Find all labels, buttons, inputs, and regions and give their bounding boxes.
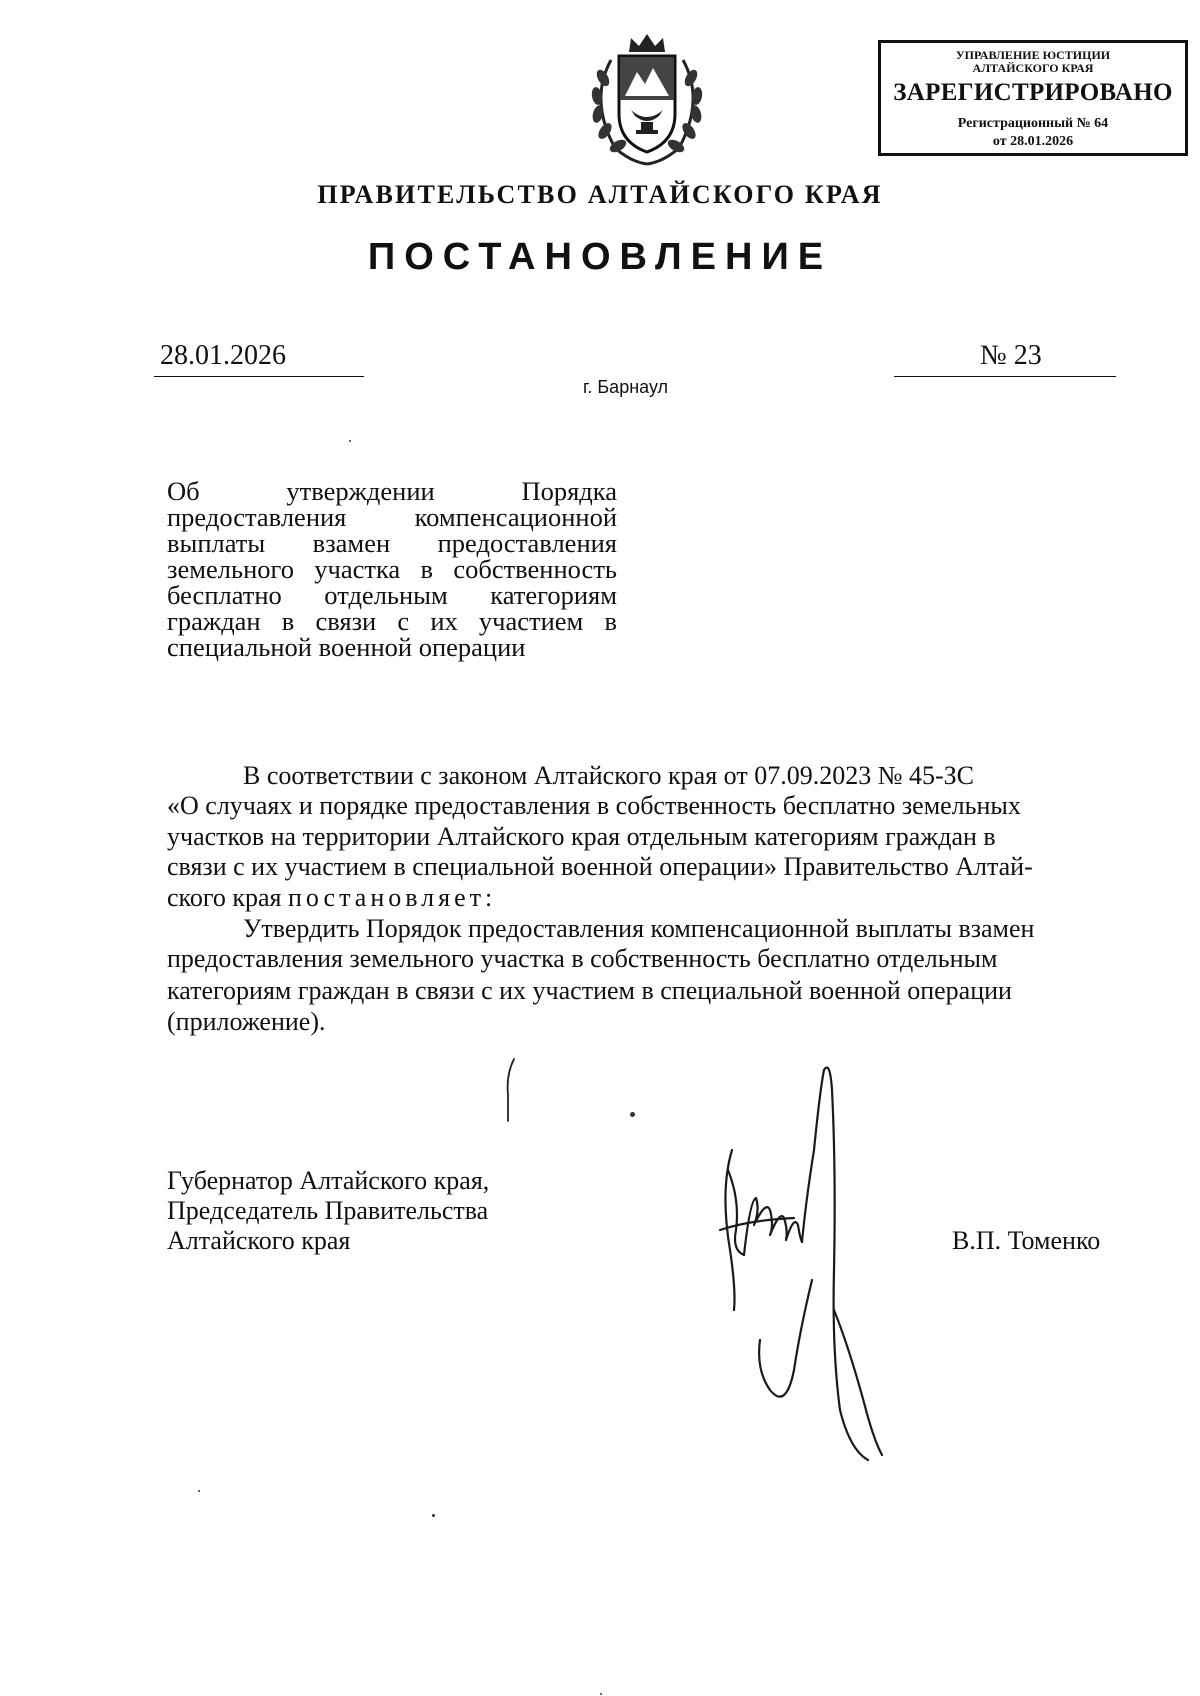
ink-speck — [600, 1693, 602, 1695]
document-city: г. Барнаул — [583, 377, 669, 397]
document-number-field — [894, 340, 1116, 377]
decree-word: постановляет: — [288, 883, 497, 912]
body-line-last — [167, 883, 496, 913]
ink-speck — [349, 440, 351, 442]
body-line: участков на территории Алтайского края отдельным категориям граждан в — [167, 822, 996, 851]
stamp-department — [881, 49, 1185, 75]
document-date-field — [154, 340, 364, 377]
stamp-department-line2: АЛТАЙСКОГО КРАЯ — [972, 61, 1094, 75]
body-line: связи с их участием в специальной военной операции» Правительство Алтай- — [167, 852, 1033, 881]
body-line: (приложение). — [167, 1007, 326, 1036]
stamp-status: ЗАРЕГИСТРИРОВАНО — [893, 79, 1173, 106]
stamp-department-line1: УПРАВЛЕНИЕ ЮСТИЦИИ — [955, 48, 1111, 62]
body-line: категориям граждан в связи с их участием в специальной военной операции — [167, 976, 1012, 1005]
handwritten-signature — [690, 1050, 930, 1500]
body-line-text: ского края — [167, 883, 282, 912]
stamp-registration-number: Регистрационный № 64 — [957, 116, 1109, 131]
document-subject: Об утверждении Порядка предоставления компенсационной выплаты взамен предоставления земельного участка в собственность бесплатно отдельным категориям граждан в связи с их участием в специальной военной операции — [167, 476, 617, 662]
government-name: ПРАВИТЕЛЬСТВО АЛТАЙСКОГО КРАЯ — [317, 180, 883, 209]
body-line: Утвердить Порядок предоставления компенсационной выплаты взамен — [243, 914, 1035, 943]
signatory-position-line: Председатель Правительства — [167, 1196, 489, 1225]
body-line: В соответствии с законом Алтайского края от 07.09.2023 № 45-ЗС — [243, 761, 975, 790]
altai-krai-coat-of-arms-icon — [581, 30, 713, 170]
signatory-position-line: Губернатор Алтайского края, — [167, 1166, 490, 1195]
signatory-position-line: Алтайского края — [167, 1226, 351, 1255]
document-type-title: ПОСТАНОВЛЕНИЕ — [367, 236, 833, 278]
ink-speck — [432, 1514, 435, 1517]
document-date: 28.01.2026 — [160, 340, 286, 371]
handwritten-mark — [496, 1055, 526, 1125]
registration-stamp — [878, 40, 1188, 156]
document-number: № 23 — [980, 340, 1042, 371]
stamp-registration-date: от 28.01.2026 — [992, 134, 1074, 149]
stamp-registration — [881, 115, 1185, 151]
body-line: предоставления земельного участка в собственность бесплатно отдельным — [167, 944, 998, 973]
ink-speck — [198, 1490, 200, 1492]
ink-speck — [630, 1112, 635, 1117]
signatory-name: В.П. Томенко — [952, 1226, 1101, 1255]
body-line: «О случаях и порядке предоставления в собственность бесплатно земельных — [167, 791, 1021, 820]
